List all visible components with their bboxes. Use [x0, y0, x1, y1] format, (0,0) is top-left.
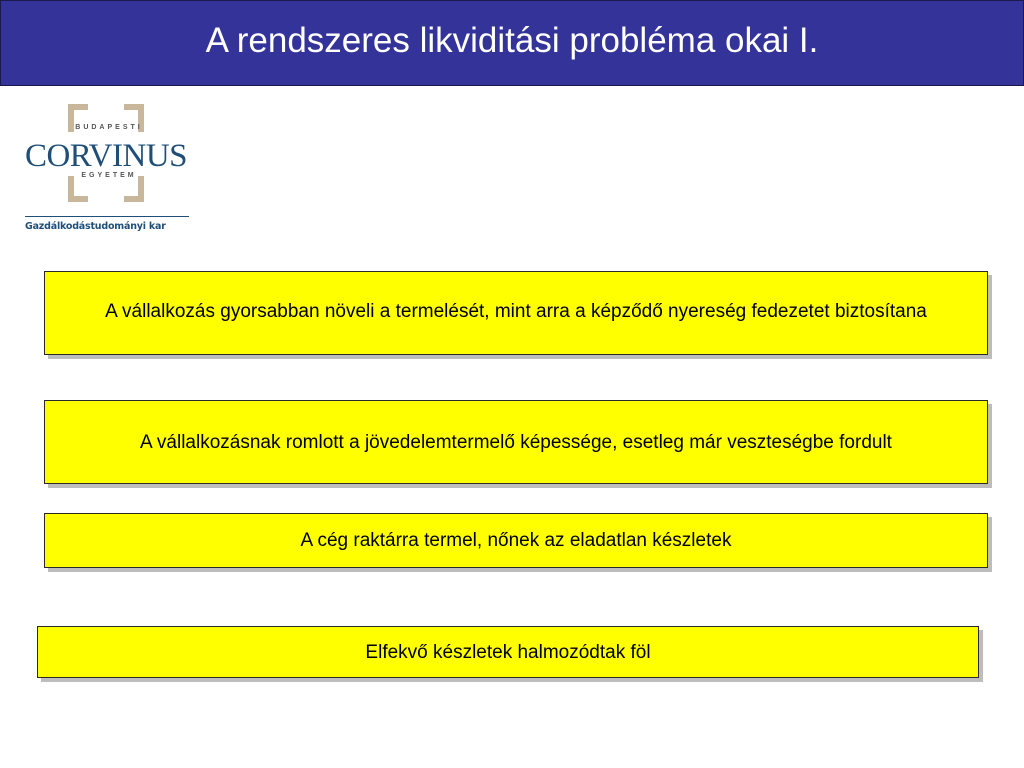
slide-title: A rendszeres likviditási probléma okai I. — [205, 21, 819, 60]
logo-bottom-text: EGYETEM — [81, 172, 137, 179]
title-bar — [0, 0, 1024, 86]
logo-divider — [25, 216, 189, 217]
cause-box-2: A vállalkozásnak romlott a jövedelemtermelő képessége, esetleg már veszteségbe fordult — [44, 400, 988, 484]
logo-top-text: BUDAPESTI — [75, 124, 143, 131]
cause-box-1: A vállalkozás gyorsabban növeli a termelését, mint arra a képződő nyereség fedezetet biztosítana — [44, 271, 988, 355]
cause-box-4: Elfekvő készletek halmozódtak föl — [37, 626, 979, 678]
logo-bracket-bottom-right-vertical — [138, 176, 144, 202]
logo-wordmark: CORVINUS — [24, 138, 188, 174]
corvinus-logo — [22, 104, 192, 239]
logo-faculty: Gazdálkodástudományi kar — [25, 221, 166, 232]
logo-bracket-bottom-left-vertical — [68, 176, 74, 202]
cause-box-3: A cég raktárra termel, nőnek az eladatlan készletek — [44, 513, 988, 568]
